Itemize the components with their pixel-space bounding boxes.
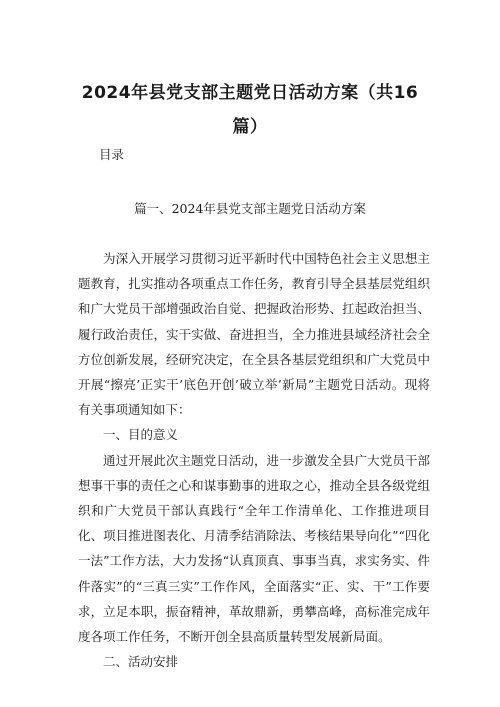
toc-item[interactable]: 篇一、2024年县党支部主题党日活动方案	[134, 201, 366, 216]
document-title: 2024年县党支部主题党日活动方案（共16篇）	[81, 83, 419, 137]
purpose-paragraph: 通过开展此次主题党日活动，进一步激发全县广大党员干部想事干事的责任之心和谋事勤事的进取之心，推动全县各级党组织和广大党员干部认真践行“全年工作清单化、工作推进项目化、项目推进图表化、月清季结消除法、考核结果导向化”“四化一法”工作方法，大力发扬“认真顶真、事事当真，求实务实、件件落实”的“三真三实”工作作风，全面落实“正、实、干”工作要求，立足本职，振奋精神，革故鼎新，勇攀高峰，高标准完成年度各项工作任务，不断开创全县高质量转型发展新局面。	[78, 452, 430, 645]
toc-label: 目录	[99, 147, 125, 162]
intro-paragraph: 为深入开展学习贯彻习近平新时代中国特色社会主义思想主题教育，扎实推动各项重点工作任务，教育引导全县基层党组织和广大党员干部增强政治自觉、把握政治形势、扛起政治担当、履行政治责任，实干实做、奋进担当，全力推进县域经济社会全方位创新发展，经研究决定，在全县各基层党组织和广大党员中开展“擦亮’正实干’底色开创’破立举’新局”主题党日活动。现将有关事项通知如下：	[78, 251, 430, 418]
section-heading-purpose: 一、目的意义	[103, 427, 179, 443]
document-body	[78, 246, 430, 674]
section-heading-arrangement: 二、活动安排	[103, 654, 179, 670]
